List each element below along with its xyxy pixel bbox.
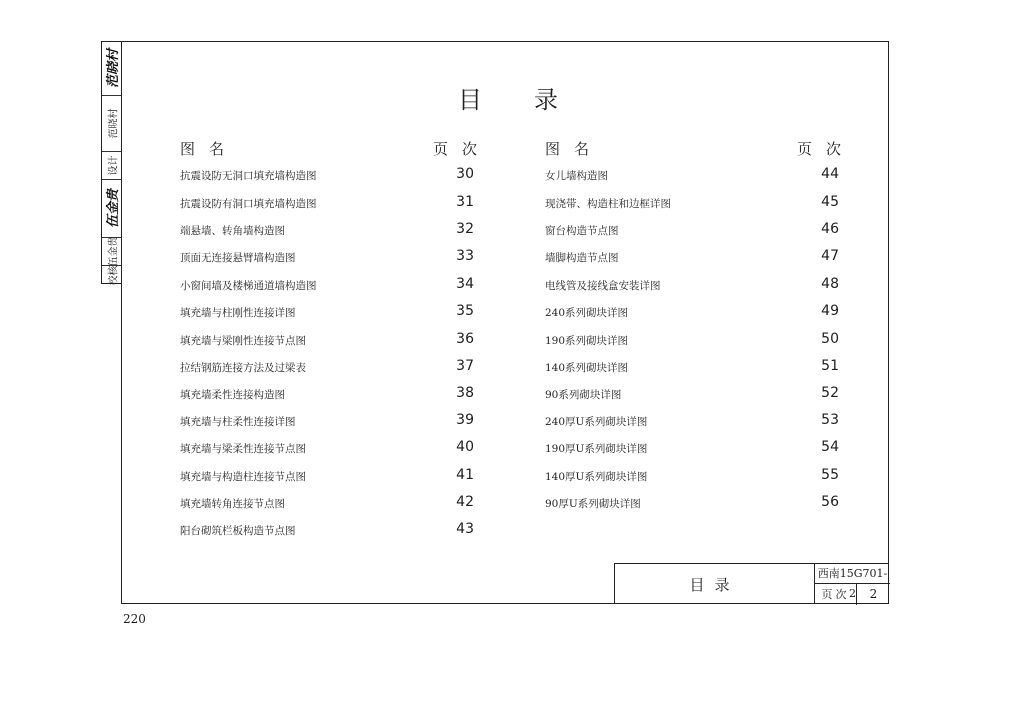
toc-entry-page: 54 bbox=[821, 439, 839, 455]
left-page-header: 页次 bbox=[433, 140, 492, 158]
toc-entry-page: 55 bbox=[821, 467, 839, 483]
toc-entry-page: 30 bbox=[456, 166, 474, 182]
toc-entry-name: 电线管及接线盒安装详图 bbox=[545, 280, 661, 292]
toc-entry-name: 240系列砌块详图 bbox=[545, 307, 629, 319]
check-label: 校核 bbox=[108, 265, 119, 286]
toc-entry-name: 填充墙与梁柔性连接节点图 bbox=[180, 443, 306, 455]
checker-name: 伍金贵 bbox=[108, 236, 119, 267]
toc-entry-name: 140系列砌块详图 bbox=[545, 362, 629, 374]
title-block-title: 目录 bbox=[615, 564, 815, 604]
toc-entry-page: 35 bbox=[456, 303, 474, 319]
checker-signature-cell bbox=[102, 179, 121, 237]
toc-entry-name: 190系列砌块详图 bbox=[545, 335, 629, 347]
toc-entry-page: 41 bbox=[456, 467, 474, 483]
toc-entry-name: 阳台砌筑栏板构造节点图 bbox=[180, 525, 296, 537]
check-label-cell bbox=[102, 265, 121, 285]
toc-entry-page: 44 bbox=[821, 166, 839, 182]
toc-entry-page: 51 bbox=[821, 358, 839, 374]
toc-entry-page: 46 bbox=[821, 221, 839, 237]
toc-entry-name: 端悬墙、转角墙构造图 bbox=[180, 225, 285, 237]
toc-entry-name: 填充墙与柱刚性连接详图 bbox=[180, 307, 296, 319]
toc-entry-name: 窗台构造节点图 bbox=[545, 225, 619, 237]
toc-entry-name: 140厚U系列砌块详图 bbox=[545, 471, 648, 483]
toc-entry-name: 拉结钢筋连接方法及过梁表 bbox=[180, 362, 306, 374]
left-name-header: 图名 bbox=[180, 140, 239, 158]
toc-entry-page: 40 bbox=[456, 439, 474, 455]
toc-entry-name: 240厚U系列砌块详图 bbox=[545, 416, 648, 428]
toc-entry-page: 33 bbox=[456, 248, 474, 264]
toc-entry-page: 48 bbox=[821, 276, 839, 292]
toc-entry-page: 49 bbox=[821, 303, 839, 319]
toc-entry-name: 90系列砌块详图 bbox=[545, 389, 622, 401]
designer-name: 范晓村 bbox=[108, 108, 119, 139]
toc-entry-page: 42 bbox=[456, 494, 474, 510]
toc-entry-page: 38 bbox=[456, 385, 474, 401]
toc-entry-page: 34 bbox=[456, 276, 474, 292]
toc-entry-name: 顶面无连接悬臂墙构造图 bbox=[180, 252, 296, 264]
toc-entry-name: 填充墙柔性连接构造图 bbox=[180, 389, 285, 401]
drawing-code: 西南15G701-2 bbox=[815, 564, 890, 584]
toc-entry-page: 39 bbox=[456, 412, 474, 428]
designer-name-cell bbox=[102, 95, 121, 151]
toc-entry-name: 现浇带、构造柱和边框详图 bbox=[545, 198, 671, 210]
toc-entry-name: 填充墙与柱柔性连接详图 bbox=[180, 416, 296, 428]
toc-entry-name: 抗震设防无洞口填充墙构造图 bbox=[180, 170, 317, 182]
right-name-header: 图名 bbox=[545, 140, 604, 158]
design-label-cell bbox=[102, 151, 121, 179]
toc-entry-page: 47 bbox=[821, 248, 839, 264]
toc-entry-name: 填充墙与构造柱连接节点图 bbox=[180, 471, 306, 483]
toc-entry-page: 36 bbox=[456, 331, 474, 347]
toc-entry-page: 52 bbox=[821, 385, 839, 401]
toc-entry-name: 女儿墙构造图 bbox=[545, 170, 608, 182]
toc-entry-name: 墙脚构造节点图 bbox=[545, 252, 619, 264]
page-label: 页次 bbox=[815, 584, 857, 605]
toc-entry-page: 53 bbox=[821, 412, 839, 428]
toc-entry-page: 56 bbox=[821, 494, 839, 510]
toc-entry-page: 37 bbox=[456, 358, 474, 374]
sheet-number: 220 bbox=[123, 612, 146, 626]
page-title: 目录 bbox=[458, 86, 610, 114]
title-block bbox=[614, 563, 889, 604]
drawing-frame bbox=[121, 41, 889, 604]
design-label: 设计 bbox=[108, 155, 119, 176]
toc-entry-name: 190厚U系列砌块详图 bbox=[545, 443, 648, 455]
toc-entry-name: 小窗间墙及楼梯通道墙构造图 bbox=[180, 280, 317, 292]
right-page-header: 页次 bbox=[797, 140, 856, 158]
toc-entry-name: 抗震设防有洞口填充墙构造图 bbox=[180, 198, 317, 210]
signature-strip bbox=[101, 41, 121, 284]
checker-name-cell bbox=[102, 237, 121, 265]
toc-entry-name: 90厚U系列砌块详图 bbox=[545, 498, 641, 510]
toc-entry-page: 43 bbox=[456, 521, 474, 537]
toc-entry-page: 31 bbox=[456, 194, 474, 210]
toc-entry-page: 50 bbox=[821, 331, 839, 347]
toc-entry-name: 填充墙转角连接节点图 bbox=[180, 498, 285, 510]
designer-signature: 范晓村 bbox=[106, 48, 122, 89]
checker-signature: 伍金贵 bbox=[106, 188, 122, 229]
toc-entry-page: 45 bbox=[821, 194, 839, 210]
designer-signature-cell bbox=[102, 42, 121, 95]
toc-entry-page: 32 bbox=[456, 221, 474, 237]
page-value: 2 bbox=[869, 587, 878, 601]
toc-entry-name: 填充墙与梁刚性连接节点图 bbox=[180, 335, 306, 347]
